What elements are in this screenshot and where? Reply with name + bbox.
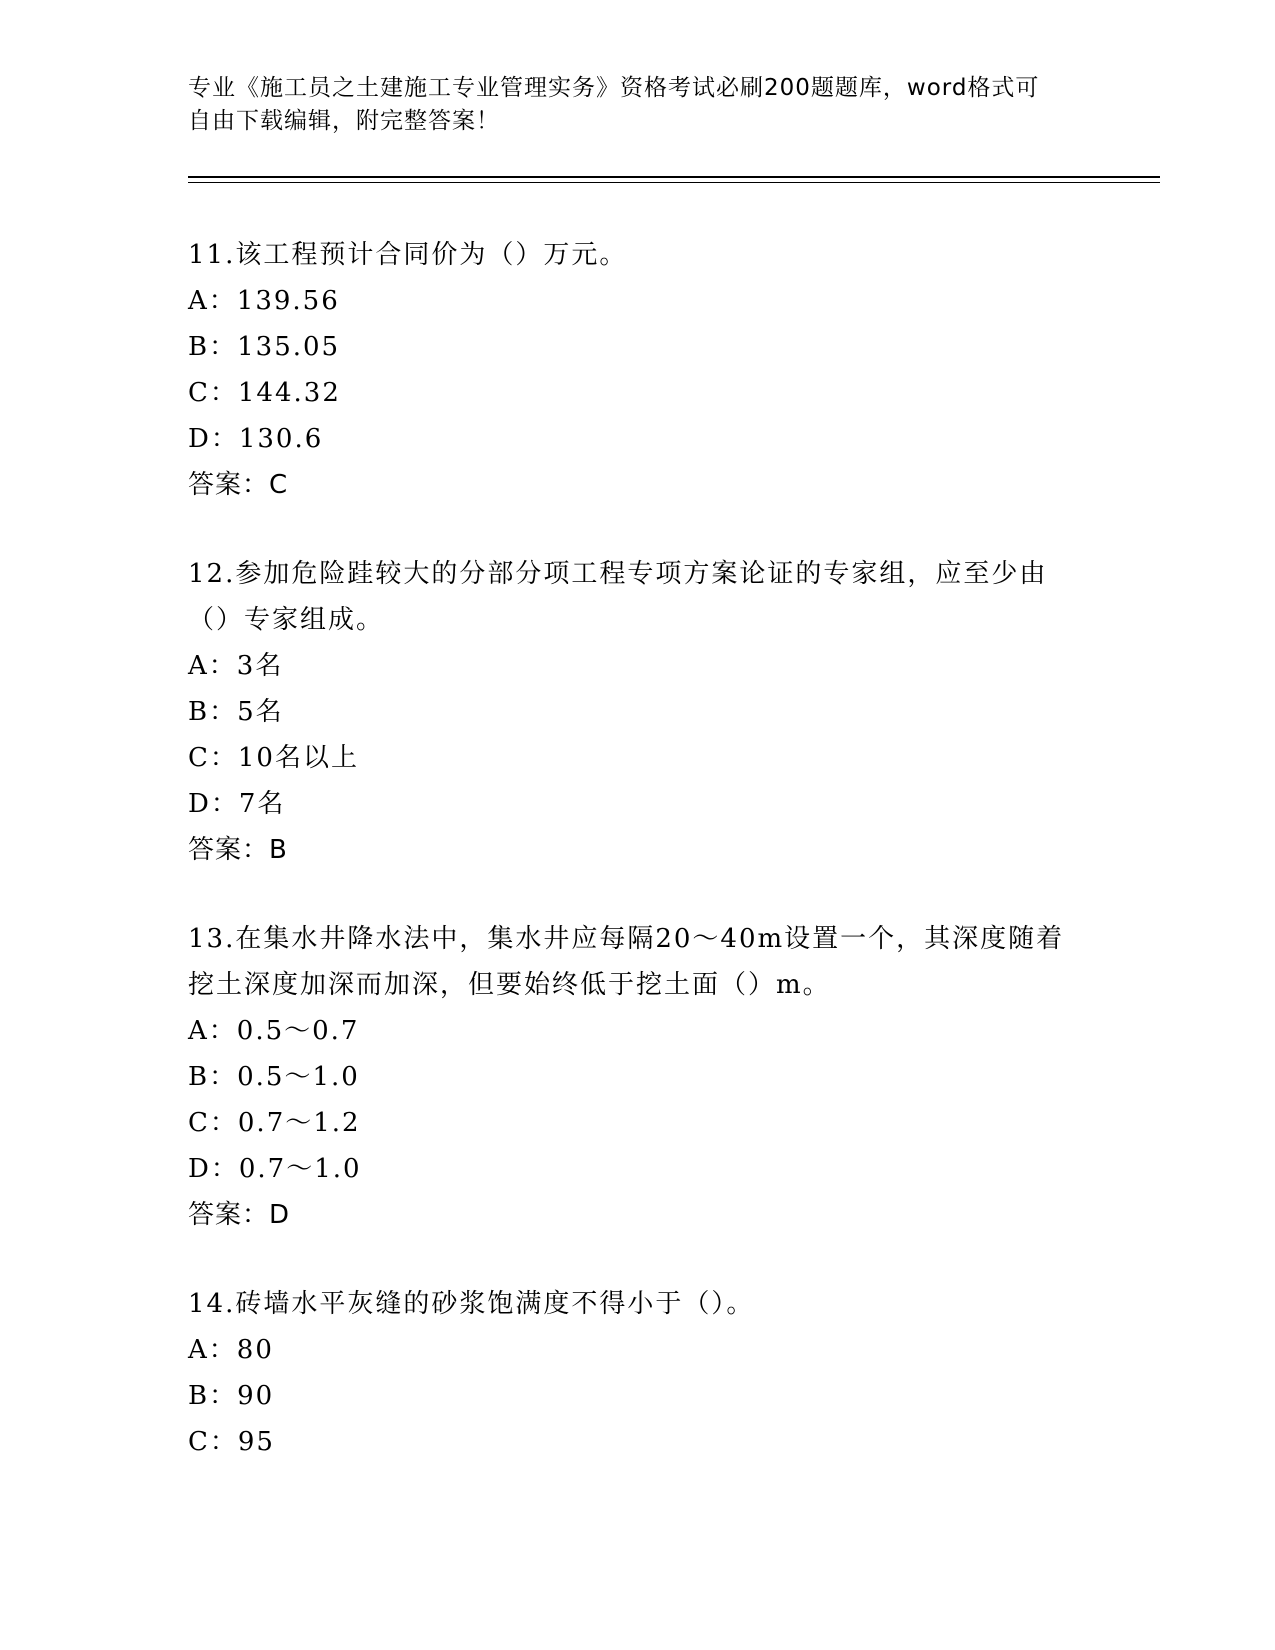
question-11: [188, 232, 1088, 508]
option-c: C：0.7～1.2: [188, 1108, 361, 1138]
option-d: D：0.7～1.0: [188, 1154, 362, 1184]
answer: 答案：C: [188, 470, 289, 500]
option-b: B：135.05: [188, 332, 341, 362]
option-a: A：3名: [188, 651, 284, 681]
question-14: [188, 1281, 1088, 1465]
option-b: B：90: [188, 1381, 275, 1411]
answer: 答案：B: [188, 835, 288, 865]
option-c: C：144.32: [188, 378, 341, 408]
header-rule-thin: [188, 182, 1160, 183]
header-line-2: 自由下载编辑，附完整答案！: [188, 108, 500, 134]
option-a: A：80: [188, 1335, 274, 1365]
question-stem: 11.该工程预计合同价为（）万元。: [188, 240, 628, 270]
question-list: [188, 232, 1088, 1508]
header-rule-thick: [188, 176, 1160, 178]
option-a: A：139.56: [188, 286, 340, 316]
option-d: D：130.6: [188, 424, 324, 454]
question-stem-continued: 挖土深度加深而加深，但要始终低于挖土面（）m。: [188, 970, 831, 1000]
option-c: C：10名以上: [188, 743, 359, 773]
question-stem-continued: （）专家组成。: [188, 605, 385, 635]
option-b: B：0.5～1.0: [188, 1062, 360, 1092]
option-d: D：7名: [188, 789, 286, 819]
question-stem: 13.在集水井降水法中，集水井应每隔20～40m设置一个，其深度随着: [188, 924, 1065, 954]
answer: 答案：D: [188, 1200, 291, 1230]
header-line-1: 专业《施工员之土建施工专业管理实务》资格考试必刷200题题库，word格式可: [188, 75, 1040, 101]
question-12: [188, 551, 1088, 873]
question-stem: 12.参加危险跬较大的分部分项工程专项方案论证的专家组，应至少由: [188, 559, 1048, 589]
option-c: C：95: [188, 1427, 275, 1457]
option-b: B：5名: [188, 697, 284, 727]
option-a: A：0.5～0.7: [188, 1016, 360, 1046]
question-13: [188, 916, 1088, 1238]
question-stem: 14.砖墙水平灰缝的砂浆饱满度不得小于（）。: [188, 1289, 755, 1319]
document-header: [188, 72, 1068, 138]
